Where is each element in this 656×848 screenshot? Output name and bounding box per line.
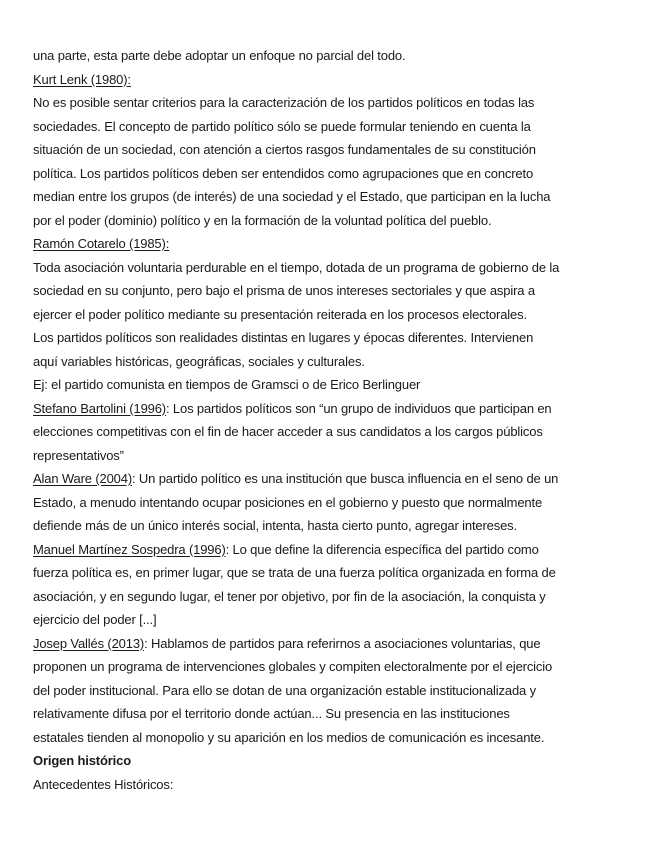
paragraph-line: representativos”: [33, 447, 124, 463]
paragraph-line: asociación, y en segundo lugar, el tener por objetivo, por fin de la asociación, la conquista y: [33, 588, 546, 604]
paragraph-text: : Los partidos políticos son “un grupo de individuos que participan en: [165, 400, 552, 416]
section-heading: Origen histórico: [33, 753, 132, 768]
author-name-ware: Alan Ware (2004): [33, 471, 132, 486]
author-name-valles: Josep Vallés (2013): [33, 635, 145, 651]
paragraph-line: defiende más de un único interés social, intenta, hasta cierto punto, agregar intereses.: [33, 518, 517, 533]
paragraph-line: sociedades. El concepto de partido político sólo se puede formular teniendo en cuenta la: [33, 118, 531, 134]
section-subheading: Antecedentes Históricos:: [33, 776, 174, 792]
paragraph-text: : Un partido político es una institución que busca influencia en el seno de un: [132, 471, 559, 486]
paragraph-line: por el poder (dominio) político y en la formación de la voluntad política del pueblo.: [33, 212, 492, 228]
paragraph-line: Los partidos políticos son realidades distintas en lugares y épocas diferentes. Intervienen: [33, 330, 534, 345]
author-heading-cotarelo: Ramón Cotarelo (1985):: [33, 236, 170, 251]
cotarelo-quote: [33, 256, 636, 397]
paragraph-line: Toda asociación voluntaria perdurable en el tiempo, dotada de un programa de gobierno de la: [33, 259, 560, 275]
paragraph-line: aquí variables históricas, geográficas, sociales y culturales.: [33, 353, 365, 369]
paragraph-line: ejercicio del poder [...]: [33, 612, 157, 627]
paragraph-line: del poder institucional. Para ello se dotan de una organización estable institucionalizada y: [33, 682, 536, 698]
paragraph-line: ejercer el poder político mediante su presentación reiterada en los procesos electorales.: [33, 306, 527, 322]
paragraph-line: situación de un sociedad, con atención a ciertos rasgos fundamentales de su constitución: [33, 142, 536, 157]
paragraph-line: No es posible sentar criterios para la caracterización de los partidos políticos en todas las: [33, 95, 535, 110]
paragraph-line: una parte, esta parte debe adoptar un enfoque no parcial del todo.: [33, 48, 406, 63]
lenk-quote: [33, 91, 636, 232]
paragraph-text: : Hablamos de partidos para referirnos a asociaciones voluntarias, que: [144, 635, 541, 651]
sospedra-paragraph-first-line: [33, 538, 636, 562]
author-heading-lenk: Kurt Lenk (1980):: [33, 71, 131, 87]
paragraph-line: relativamente difusa por el territorio donde actúan... Su presencia en las instituciones: [33, 706, 510, 721]
paragraph-line: política. Los partidos políticos deben ser entendidos como agrupaciones que en concreto: [33, 165, 534, 181]
paragraph-line: proponen un programa de intervenciones globales y compiten electoralmente por el ejercicio: [33, 659, 553, 674]
author-name-bartolini: Stefano Bartolini (1996): [33, 400, 166, 416]
paragraph-line: median entre los grupos (de interés) de una sociedad y el Estado, que participan en la lucha: [33, 189, 551, 204]
paragraph-line: Ej: el partido comunista en tiempos de Gramsci o de Erico Berlinguer: [33, 377, 421, 392]
ware-paragraph-first-line: [33, 467, 636, 491]
paragraph-text: : Lo que define la diferencia específica del partido como: [225, 541, 539, 557]
paragraph-line: fuerza política es, en primer lugar, que se trata de una fuerza política organizada en forma de: [33, 565, 556, 580]
paragraph-line: elecciones competitivas con el fin de hacer acceder a sus candidatos a los cargos públicos: [33, 424, 543, 439]
author-name-sospedra: Manuel Martínez Sospedra (1996): [33, 541, 226, 557]
paragraph-line: estatales tienden al monopolio y su aparición en los medios de comunicación es incesante.: [33, 729, 545, 745]
bartolini-paragraph-first-line: [33, 397, 636, 421]
paragraph-line: sociedad en su conjunto, pero bajo el prisma de unos intereses sectoriales y que aspira a: [33, 283, 535, 298]
paragraph-line: Estado, a menudo intentando ocupar posiciones en el gobierno y puesto que normalmente: [33, 494, 543, 510]
valles-paragraph-first-line: [33, 632, 636, 656]
